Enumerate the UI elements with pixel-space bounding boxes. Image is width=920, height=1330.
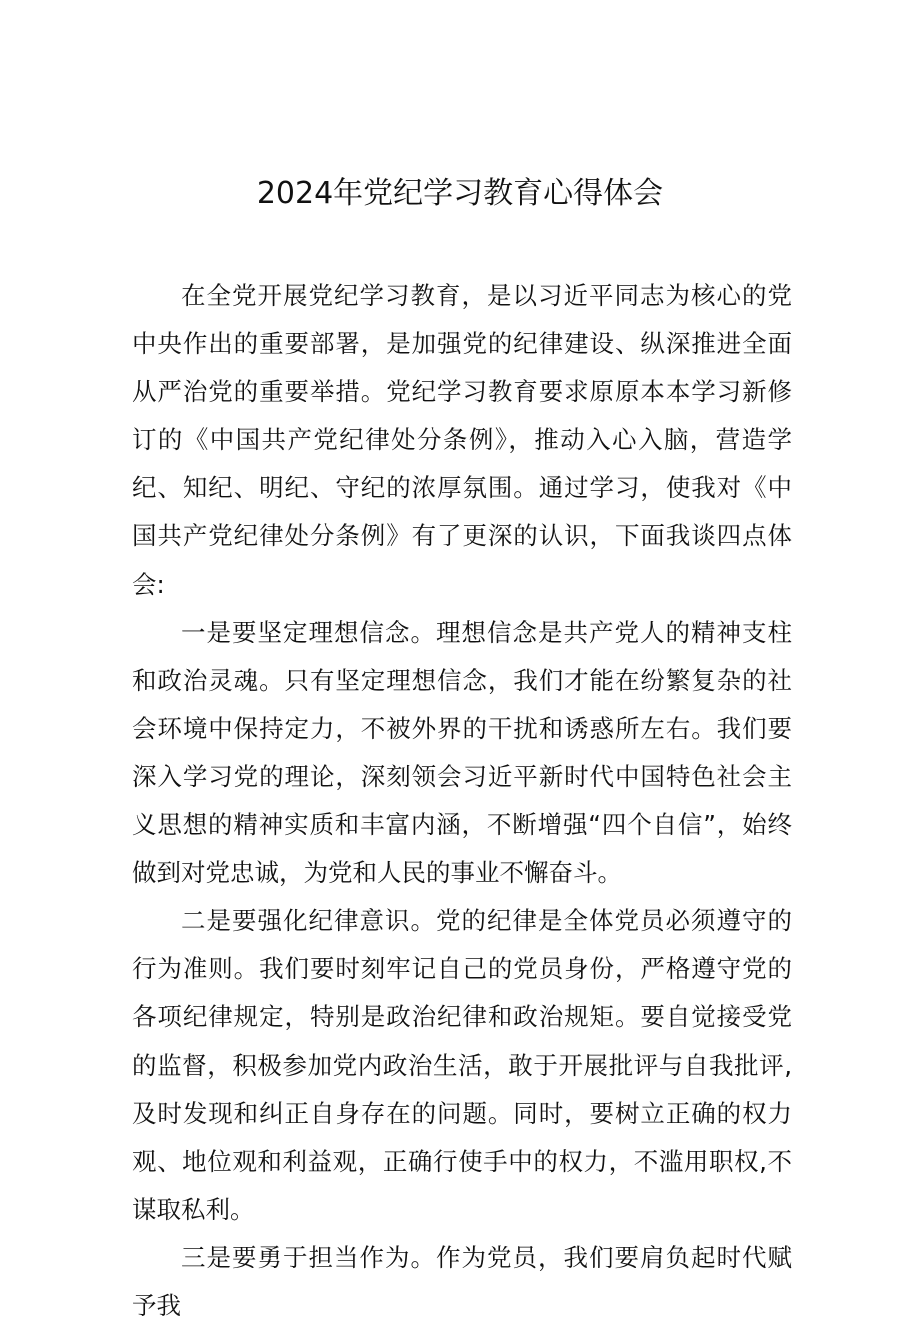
paragraph-point-two: 二是要强化纪律意识。党的纪律是全体党员必须遵守的行为准则。我们要时刻牢记自己的党员身份，严格遵守党的各项纪律规定，特别是政治纪律和政治规矩。要自觉接受党的监督，积极参加党内政治生活，敢于开展批评与自我批评,及时发现和纠正自身存在的问题。同时，要树立正确的权力观、地位观和利益观，正确行使手中的权力，不滥用职权,不谋取私利。 [132, 906, 792, 1224]
paragraph-point-three: 三是要勇于担当作为。作为党员，我们要肩负起时代赋予我 [132, 1242, 792, 1320]
document-title: 2024年党纪学习教育心得体会 [256, 176, 664, 211]
paragraph-point-one: 一是要坚定理想信念。理想信念是共产党人的精神支柱和政治灵魂。只有坚定理想信念，我们才能在纷繁复杂的社会环境中保持定力，不被外界的干扰和诱惑所左右。我们要深入学习党的理论，深刻领会习近平新时代中国特色社会主义思想的精神实质和丰富内涵，不断增强“四个自信”，始终做到对党忠诚，为党和人民的事业不懈奋斗。 [132, 617, 792, 888]
document-body [132, 272, 792, 1330]
paragraph-intro: 在全党开展党纪学习教育，是以习近平同志为核心的党中央作出的重要部署，是加强党的纪律建设、纵深推进全面从严治党的重要举措。党纪学习教育要求原原本本学习新修订的《中国共产党纪律处分条例》，推动入心入脑，营造学纪、知纪、明纪、守纪的浓厚氛围。通过学习，使我对《中国共产党纪律处分条例》有了更深的认识，下面我谈四点体会: [132, 281, 792, 599]
